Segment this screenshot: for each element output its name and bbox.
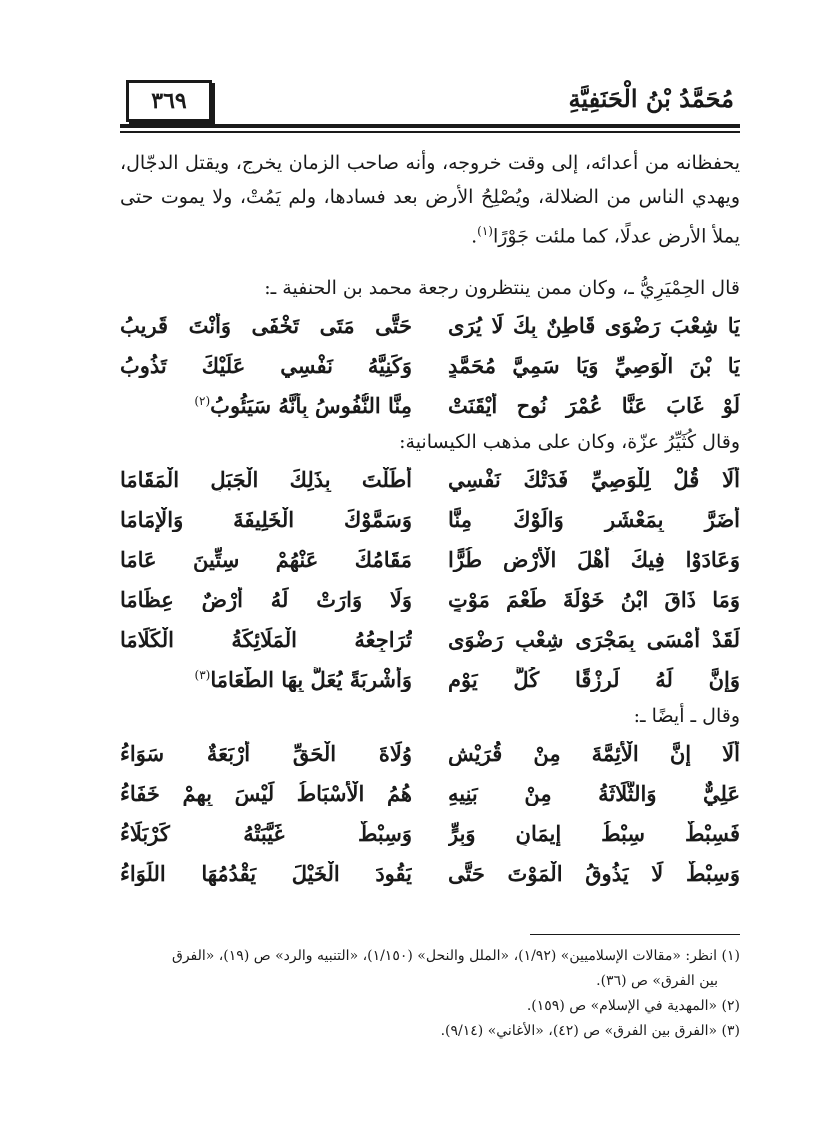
footnote-mark: (٣)	[194, 667, 211, 682]
verse-second-hemistich: حَتَّى مَتَى تَخْفَى وَأَنْتَ قَرِيبُ	[120, 312, 412, 338]
verse-first-hemistich: وَإِنَّ لَهُ لَرِزْقًا كُلَّ يَوْمٍ	[448, 666, 740, 692]
verse-line	[120, 345, 740, 385]
verse-second-hemistich: مَقَامُكَ عَنْهُمْ سِتِّينَ عَامَا	[120, 546, 412, 572]
verse-line	[120, 619, 740, 659]
verse-line	[120, 459, 740, 499]
verse-first-hemistich: أَلَا قُلْ لِلْوَصِيِّ فَدَتْكَ نَفْسِي	[448, 466, 740, 492]
verse-second-hemistich: أَطَلْتَ بِذَلِكَ الْجَبَلِ الْمَقَامَا	[120, 466, 412, 492]
header-rule-thin	[120, 131, 740, 133]
verse-line	[120, 499, 740, 539]
verse-first-hemistich: يَا بْنَ الْوَصِيِّ وَيَا سَمِيَّ مُحَمَّدٍ	[448, 352, 740, 378]
page-header	[120, 78, 740, 126]
verse-first-hemistich: لَوْ غَابَ عَنَّا عُمْرَ نُوحٍ أَيْقَنَتْ	[448, 392, 740, 418]
verse-second-hemistich-with-mark	[120, 667, 412, 692]
verse-first-hemistich: وَعَادَوْا فِيكَ أَهْلَ الْأَرْضِ طُرًّا	[448, 546, 740, 572]
footnote-separator	[530, 934, 740, 935]
opening-paragraph	[120, 146, 740, 253]
verse-second-hemistich: هُمُ الْأَسْبَاطُ لَيْسَ بِهِمْ خَفَاءُ	[120, 780, 412, 806]
verse-line	[120, 305, 740, 345]
poem-intro: وقال ـ أيضًا ـ:	[633, 705, 740, 728]
header-rule-thick	[120, 124, 740, 128]
footnote-mark: (١)	[477, 224, 493, 238]
paragraph-line: ويهدي الناس من الضلالة، ويُصْلِحُ الأرض بعد فسادها، ولم يَمُتْ، ولا يموت حتى	[120, 186, 740, 208]
verse-line	[120, 385, 740, 425]
verse-second-hemistich: وَسَمَّوْكَ الْخَلِيفَةَ وَالْإِمَامَا	[120, 506, 412, 532]
verse-first-hemistich: أَضَرَّ بِمَعْشَرٍ وَالَوْكَ مِنَّا	[448, 506, 740, 532]
verse-line	[120, 773, 740, 813]
verse-second-hemistich: وَكَنِيَّهُ نَفْسِي عَلَيْكَ تَذُوبُ	[120, 352, 412, 378]
footnote: (١) انظر: «مقالات الإسلاميين» (١/٩٢)، «الملل والنحل» (١/١٥٠)، «التنبيه والرد» ص (١٩)، «الفرق	[171, 948, 740, 964]
verse-line	[120, 853, 740, 893]
verse-line	[120, 659, 740, 699]
verse-second-hemistich: وَسِبْطٌ غَيَّبَتْهُ كَرْبَلَاءُ	[120, 820, 412, 846]
running-title: مُحَمَّدُ بْنُ الْحَنَفِيَّةِ	[568, 84, 734, 113]
verse-line	[120, 733, 740, 773]
paragraph-line-last: يملأ الأرض عدلًا، كما ملئت جَوْرًا$^{(١)}$.	[471, 224, 740, 248]
verse-first-hemistich: أَلَا إِنَّ الْأَئِمَّةَ مِنْ قُرَيْشٍ	[448, 740, 740, 766]
paragraph-line-text: يملأ الأرض عدلًا، كما ملئت جَوْرًا	[492, 225, 740, 248]
verse-line	[120, 813, 740, 853]
verse-first-hemistich: وَسِبْطٌ لَا يَذُوقُ الْمَوْتَ حَتَّى	[448, 860, 740, 886]
verse-text: مِنَّا النُّفُوسُ بِأَنَّهُ سَيَئُوبُ	[210, 392, 412, 418]
verse-second-hemistich-with-mark	[120, 393, 412, 418]
verse-line	[120, 539, 740, 579]
verse-second-hemistich: يَقُودَ الْخَيْلَ يَقْدُمُهَا اللِّوَاءُ	[120, 860, 412, 886]
page-body	[120, 146, 740, 893]
verse-first-hemistich: عَلِيٌّ وَالثَّلَاثَةُ مِنْ بَنِيهِ	[448, 780, 740, 806]
verse-first-hemistich: لَقَدْ أَمْسَى بِمَجْرَى شِعْبِ رَضْوَى	[448, 626, 740, 652]
paragraph-line: يحفظانه من أعدائه، إلى وقت خروجه، وأنه صاحب الزمان يخرج، ويقتل الدجّال،	[120, 152, 740, 174]
verse-first-hemistich: وَمَا ذَاقَ ابْنُ خَوْلَةَ طَعْمَ مَوْتٍ	[448, 586, 740, 612]
page-number: ٣٦٩	[126, 80, 212, 122]
verse-first-hemistich: فَسِبْطٌ سِبْطُ إِيمَانٍ وَبِرٍّ	[448, 820, 740, 846]
verse-first-hemistich: يَا شِعْبَ رَضْوَى قَاطِنٌ بِكَ لَا يُرَى	[448, 312, 740, 338]
footnote: (٣) «الفرق بين الفرق» ص (٤٢)، «الأغاني» (٩/١٤).	[440, 1023, 740, 1039]
verse-second-hemistich: وَلَا وَارَتْ لَهُ أَرْضٌ عِظَامَا	[120, 586, 412, 612]
poem-intro: وقال كُثَيِّرُ عزّة، وكان على مذهب الكيسانية:	[399, 431, 740, 454]
verse-line	[120, 579, 740, 619]
verse-second-hemistich: تُرَاجِعُهُ الْمَلَائِكَةُ الْكَلَامَا	[120, 626, 412, 652]
footnote-continuation: بين الفرق» ص (٣٦).	[596, 973, 718, 989]
footnote-mark: (٢)	[194, 393, 211, 408]
verse-second-hemistich: وُلَاةَ الْحَقِّ أَرْبَعَةٌ سَوَاءُ	[120, 740, 412, 766]
footnote: (٢) «المهدية في الإسلام» ص (١٥٩).	[526, 998, 740, 1014]
footnotes	[120, 944, 740, 1044]
poem-intro: قال الحِمْيَرِيُّ ـ، وكان ممن ينتظرون رجعة محمد بن الحنفية ـ:	[264, 277, 740, 300]
verse-text: وَأَشْرِبَةً يُعَلُّ بِهَا الطَّعَامَا	[210, 666, 412, 692]
